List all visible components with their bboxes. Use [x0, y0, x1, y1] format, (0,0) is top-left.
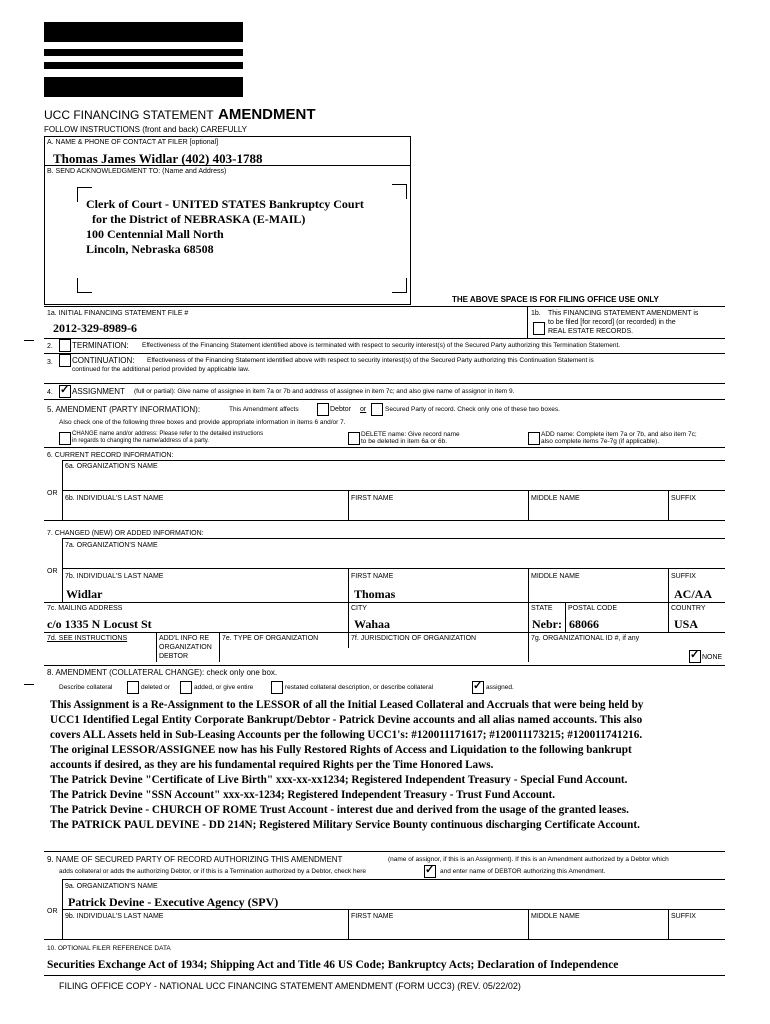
item-7-addl-3: DEBTOR: [159, 653, 189, 660]
address-value[interactable]: c/o 1335 N Locust St: [47, 617, 152, 631]
assigned-check: ✓: [473, 680, 483, 692]
rule-5: [44, 399, 725, 400]
delete-text-1: DELETE name: Give record name: [361, 431, 460, 438]
item-9-head-small: (name of assignor, if this is an Assignment). If this is an Amendment authorized by a Debtor which: [388, 856, 669, 863]
item-1a-label: 1a. INITIAL FINANCING STATEMENT FILE #: [47, 310, 189, 317]
amendment-head: 5. AMENDMENT (PARTY INFORMATION):: [47, 405, 201, 414]
ack-line-1[interactable]: Clerk of Court - UNITED STATES Bankruptcy Court: [86, 197, 364, 211]
item-9-first: FIRST NAME: [351, 913, 394, 920]
item-9b-label: 9b. INDIVIDUAL'S LAST NAME: [65, 913, 164, 920]
change-checkbox[interactable]: [59, 432, 71, 445]
delete-text-2: to be deleted in item 6a or 6b.: [361, 438, 448, 445]
rule-6b: [62, 490, 725, 491]
form-title-suffix: AMENDMENT: [218, 106, 316, 123]
rule-7b: [62, 568, 725, 569]
item-8-head: 8. AMENDMENT (COLLATERAL CHANGE): check only one box.: [47, 668, 278, 677]
item-7g-label: 7g. ORGANIZATIONAL ID #, if any: [531, 635, 640, 642]
rule-9a: [62, 879, 725, 880]
collateral-line: The original LESSOR/ASSIGNEE now has his Fully Restored Rights of Access and Liquidation to the following bankrupt: [50, 744, 632, 756]
section-a-label: A. NAME & PHONE OF CONTACT AT FILER [optional]: [47, 139, 219, 146]
added-checkbox[interactable]: [180, 681, 192, 694]
rule-9: [44, 851, 725, 852]
assignment-head: ASSIGNMENT: [72, 387, 125, 396]
redaction-bar-2: [44, 49, 243, 56]
item-7-state: STATE: [531, 605, 553, 612]
reference-value[interactable]: Securities Exchange Act of 1934; Shipping Act and Title 46 US Code; Bankruptcy Acts; Declaration of Independence: [47, 959, 619, 971]
item-7-postal: POSTAL CODE: [568, 605, 618, 612]
country-value[interactable]: USA: [674, 617, 699, 631]
continuation-text-2: continued for the additional period provided by applicable law.: [72, 366, 250, 373]
item-7-or: OR: [47, 568, 58, 575]
rule-v7: [62, 538, 63, 602]
ack-line-2[interactable]: for the District of NEBRASKA (E-MAIL): [92, 212, 306, 226]
filing-office-note: THE ABOVE SPACE IS FOR FILING OFFICE USE ONLY: [452, 295, 659, 304]
termination-checkbox[interactable]: [59, 339, 71, 352]
item-10-label: 10. OPTIONAL FILER REFERENCE DATA: [47, 945, 171, 952]
item-6-or: OR: [47, 490, 58, 497]
item-2-num: 2.: [47, 343, 53, 350]
rule-v6b1: [348, 490, 349, 520]
corner-tr: [392, 184, 407, 199]
assignment-text: (full or partial): Give name of assignee in item 7a or 7b and address of assignee in item 7c; and also give name of assignor in item 9.: [134, 388, 515, 395]
item-7-addl-2: ORGANIZATION: [159, 644, 212, 651]
continuation-text: Effectiveness of the Financing Statement identified above with respect to security interest(s) of the Secured Party authorizing this Continuation Statement is: [147, 357, 594, 364]
file-number-value[interactable]: 2012-329-8989-6: [53, 321, 137, 335]
margin-tick-2: [24, 684, 34, 685]
item-9a-label: 9a. ORGANIZATION'S NAME: [65, 883, 158, 890]
item-6-head: 6. CURRENT RECORD INFORMATION:: [47, 452, 174, 459]
collateral-line: accounts if desired, as they are his fundamental required Rights per the Time Honored Laws.: [50, 759, 494, 771]
city-value[interactable]: Wahaa: [354, 617, 391, 631]
rule-11: [44, 975, 725, 976]
corner-br: [392, 278, 407, 293]
secured-party-value[interactable]: Patrick Devine - Executive Agency (SPV): [68, 895, 279, 909]
collateral-line: covers ALL Assets held in Sub-Leasing Accounts per the following UCC1's: #120011171617; #120011173215; #120011741216.: [50, 729, 643, 741]
rule-2: [44, 338, 725, 339]
rule-6: [44, 447, 725, 448]
item-9-line-2a: adds collateral or adds the authorizing Debtor, or if this is a Termination authorized by a Debtor, check here: [59, 868, 366, 875]
rule-v7c1: [528, 602, 529, 632]
item-9-suffix: SUFFIX: [671, 913, 696, 920]
item-7f-label: 7f. JURISDICTION OF ORGANIZATION: [351, 635, 477, 642]
item-7-suffix: SUFFIX: [671, 573, 696, 580]
item-9-line-2b: and enter name of DEBTOR authorizing this Amendment.: [440, 868, 606, 875]
rule-10: [44, 939, 725, 940]
collateral-text[interactable]: [50, 698, 643, 833]
termination-head: TERMINATION:: [72, 341, 129, 350]
amendment-affects: This Amendment affects: [229, 406, 299, 413]
item-1b-text-3: REAL ESTATE RECORDS.: [548, 328, 634, 335]
collateral-line: The Patrick Devine - CHURCH OF ROME Trust Account - interest due and derived from the usage of the granted leases.: [50, 804, 629, 816]
rule-v7d1: [156, 632, 157, 662]
describe-label: Describe collateral: [59, 684, 113, 691]
item-1b-text-2: to be filed [for record] (or recorded) in the: [548, 319, 676, 326]
rule-v7c2: [565, 602, 566, 632]
item-9-head: 9. NAME OF SECURED PARTY OF RECORD AUTHORIZING THIS AMENDMENT: [47, 855, 343, 864]
secured-party-label: Secured Party of record. Check only one of these two boxes.: [385, 406, 560, 413]
collateral-line: UCC1 Identified Legal Entity Corporate Bankrupt/Debtor - Patrick Devine accounts and all alias named accounts. This also: [50, 714, 643, 726]
termination-text: Effectiveness of the Financing Statement identified above is terminated with respect to security interest(s) of the Secured Party authorizing this Termination Statement.: [142, 342, 621, 349]
margin-tick: [24, 340, 34, 341]
rule-v9b2: [528, 909, 529, 939]
corner-bl: [77, 278, 92, 293]
debtor-authorized-check: ✓: [425, 864, 435, 876]
item-7-country: COUNTRY: [671, 605, 706, 612]
item-6b-label: 6b. INDIVIDUAL'S LAST NAME: [65, 495, 164, 502]
continuation-head: CONTINUATION:: [72, 356, 135, 365]
rule-v7d2: [219, 632, 220, 662]
rule-v7b3: [668, 568, 669, 632]
form-title-prefix: UCC FINANCING STATEMENT: [44, 108, 214, 122]
last-name-value[interactable]: Widlar: [66, 587, 103, 601]
collateral-line: The Patrick Devine "Certificate of Live Birth" xxx-xx-xx1234; Registered Independent Treasury - Special Fund Account.: [50, 774, 628, 786]
assignment-check: ✓: [60, 384, 70, 396]
item-7c-label: 7c. MAILING ADDRESS: [47, 605, 123, 612]
collateral-line: The Patrick Devine "SSN Account" xxx-xx-1234; Registered Independent Treasury - Trust Fund Account.: [50, 789, 555, 801]
change-text-1: CHANGE name and/or address: Please refer to the detailed instructions: [72, 431, 264, 437]
rule-v6b3: [668, 490, 669, 520]
item-1b-num: 1b.: [531, 310, 541, 317]
item-7-middle: MIDDLE NAME: [531, 573, 580, 580]
restated-label: restated collateral description, or describe collateral: [285, 684, 434, 691]
rule-v6b2: [528, 490, 529, 520]
collateral-line: This Assignment is a Re-Assignment to the LESSOR of all the Initial Leased Collateral and Accruals that were being held by: [50, 699, 644, 711]
assigned-label: assigned.: [486, 684, 514, 691]
rule-v9b3: [668, 909, 669, 939]
rule-v1: [527, 306, 528, 338]
footer-text: FILING OFFICE COPY - NATIONAL UCC FINANCING STATEMENT AMENDMENT (FORM UCC3) (REV. 05/22/02): [59, 981, 521, 991]
redaction-bar-4: [44, 77, 243, 97]
rule-7d: [44, 632, 725, 633]
item-4-num: 4.: [47, 389, 53, 396]
divider: [44, 165, 410, 166]
also-check-text: Also check one of the following three boxes and provide appropriate information in items 6 and/or 7.: [59, 419, 346, 426]
suffix-value[interactable]: AC/AA: [674, 587, 712, 601]
none-check: ✓: [690, 649, 700, 661]
item-7b-label: 7b. INDIVIDUAL'S LAST NAME: [65, 573, 164, 580]
redaction-bar-1: [44, 22, 243, 42]
restated-checkbox[interactable]: [271, 681, 283, 694]
item-6-first: FIRST NAME: [351, 495, 394, 502]
item-1b-text-1: This FINANCING STATEMENT AMENDMENT is: [548, 310, 699, 317]
rule-7a: [62, 538, 725, 539]
ack-line-3[interactable]: 100 Centennial Mall North: [86, 227, 224, 241]
deleted-checkbox[interactable]: [127, 681, 139, 694]
contact-value[interactable]: Thomas James Widlar (402) 403-1788: [53, 151, 263, 166]
debtor-label: Debtor: [330, 406, 352, 413]
add-text-2: also complete items 7e-7g (if applicable).: [541, 438, 660, 445]
real-estate-checkbox[interactable]: [533, 322, 545, 335]
added-label: added, or give entire: [194, 684, 254, 691]
none-label: NONE: [702, 654, 723, 661]
secured-party-checkbox[interactable]: [371, 403, 383, 416]
item-7d-label: 7d. SEE INSTRUCTIONS: [47, 635, 128, 642]
rule-4: [44, 383, 725, 384]
collateral-line: The PATRICK PAUL DEVINE - DD 214N; Registered Military Service Bounty continuous discharging Certificate Account.: [50, 819, 640, 831]
debtor-checkbox[interactable]: [317, 403, 329, 416]
rule-v7b2: [528, 568, 529, 602]
delete-checkbox[interactable]: [348, 432, 360, 445]
item-9-middle: MIDDLE NAME: [531, 913, 580, 920]
item-7-first: FIRST NAME: [351, 573, 394, 580]
rule-8: [44, 665, 725, 666]
add-checkbox[interactable]: [528, 432, 540, 445]
continuation-checkbox[interactable]: [59, 354, 71, 367]
item-6-middle: MIDDLE NAME: [531, 495, 580, 502]
add-text-1: ADD name: Complete item 7a or 7b, and also item 7c;: [541, 431, 697, 438]
rule-6a: [62, 460, 725, 461]
item-7-addl-1: ADD'L INFO RE: [159, 635, 210, 642]
item-7a-label: 7a. ORGANIZATION'S NAME: [65, 542, 158, 549]
follow-instructions: FOLLOW INSTRUCTIONS (front and back) CAREFULLY: [44, 125, 248, 134]
form-title: [44, 106, 316, 124]
item-9-or: OR: [47, 908, 58, 915]
rule-9b: [62, 909, 725, 910]
rule-7c: [44, 602, 725, 603]
rule-v7d3: [528, 632, 529, 662]
item-7-city: CITY: [351, 605, 367, 612]
item-6-suffix: SUFFIX: [671, 495, 696, 502]
change-text-2: in regards to changing the name/address of a party.: [72, 438, 209, 444]
deleted-label: deleted or: [141, 684, 170, 691]
section-b-label: B. SEND ACKNOWLEDGMENT TO: (Name and Address): [47, 168, 227, 175]
rule-v7b1: [348, 568, 349, 648]
postal-value[interactable]: 68066: [569, 617, 599, 631]
item-3-num: 3.: [47, 359, 53, 366]
or-label: or: [360, 406, 367, 413]
rule-7: [44, 520, 725, 521]
rule-1: [44, 306, 725, 307]
rule-3: [44, 353, 725, 354]
item-7-head: 7. CHANGED (NEW) OR ADDED INFORMATION:: [47, 530, 204, 537]
rule-v9b1: [348, 909, 349, 939]
state-value[interactable]: Nebr:: [532, 617, 562, 631]
item-6a-label: 6a. ORGANIZATION'S NAME: [65, 463, 158, 470]
redaction-bar-3: [44, 62, 243, 69]
ack-line-4[interactable]: Lincoln, Nebraska 68508: [86, 242, 214, 256]
first-name-value[interactable]: Thomas: [354, 587, 396, 601]
item-7e-label: 7e. TYPE OF ORGANIZATION: [222, 635, 319, 642]
